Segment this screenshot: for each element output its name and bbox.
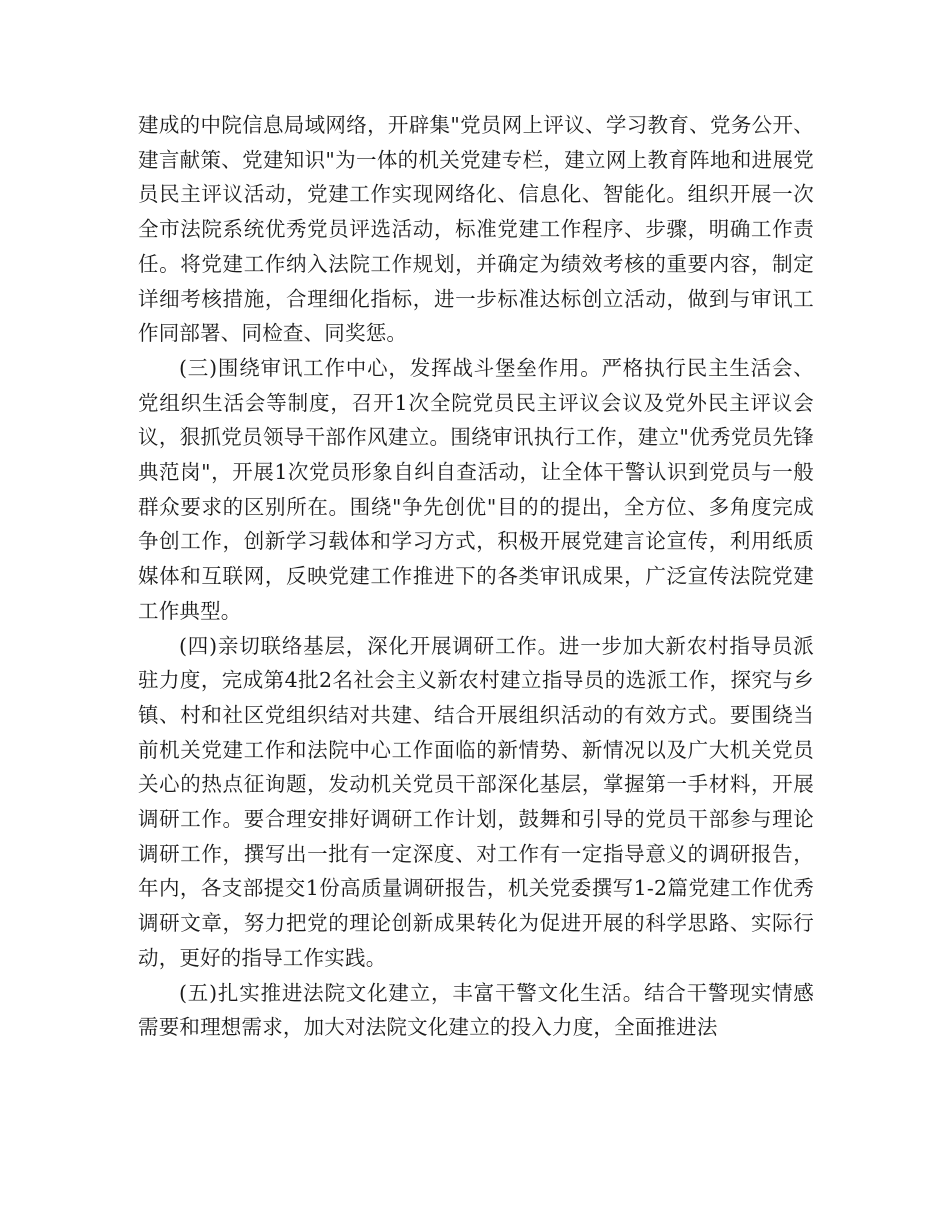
document-page <box>138 108 814 1045</box>
paragraph-1: 建成的中院信息局域网络，开辟集"党员网上评议、学习教育、党务公开、建言献策、党建知识"为一体的机关党建专栏，建立网上教育阵地和进展党员民主评议活动，党建工作实现网络化、信息化、智能化。组织开展一次全市法院系统优秀党员评选活动，标准党建工作程序、步骤，明确工作责任。将党建工作纳入法院工作规划，并确定为绩效考核的重要内容，制定详细考核措施，合理细化指标，进一步标准达标创立活动，做到与审讯工作同部署、同检查、同奖惩。 <box>138 113 814 346</box>
paragraph-3-section-four: (四)亲切联络基层，深化开展调研工作。进一步加大新农村指导员派驻力度，完成第4批2名社会主义新农村建立指导员的选派工作，探究与乡镇、村和社区党组织结对共建、结合开展组织活动的有效方式。要围绕当前机关党建工作和法院中心工作面临的新情势、新情况以及广大机关党员关心的热点征询题，发动机关党员干部深化基层，掌握第一手材料，开展调研工作。要合理安排好调研工作计划，鼓舞和引导的党员干部参与理论调研工作，撰写出一批有一定深度、对工作有一定指导意义的调研报告，年内，各支部提交1份高质量调研报告，机关党委撰写1-2篇党建工作优秀调研文章，努力把党的理论创新成果转化为促进开展的科学思路、实际行动，更好的指导工作实践。 <box>138 633 814 970</box>
paragraph-4-section-five: (五)扎实推进法院文化建立，丰富干警文化生活。结合干警现实情感需要和理想需求，加大对法院文化建立的投入力度，全面推进法 <box>138 980 814 1040</box>
paragraph-2-section-three: (三)围绕审讯工作中心，发挥战斗堡垒作用。严格执行民主生活会、党组织生活会等制度，召开1次全院党员民主评议会议及党外民主评议会议，狠抓党员领导干部作风建立。围绕审讯执行工作，建立"优秀党员先锋典范岗"，开展1次党员形象自纠自查活动，让全体干警认识到党员与一般群众要求的区别所在。围绕"争先创优"目的的提出，全方位、多角度完成争创工作，创新学习载体和学习方式，积极开展党建言论宣传，利用纸质媒体和互联网，反映党建工作推进下的各类审讯成果，广泛宣传法院党建工作典型。 <box>138 355 814 623</box>
